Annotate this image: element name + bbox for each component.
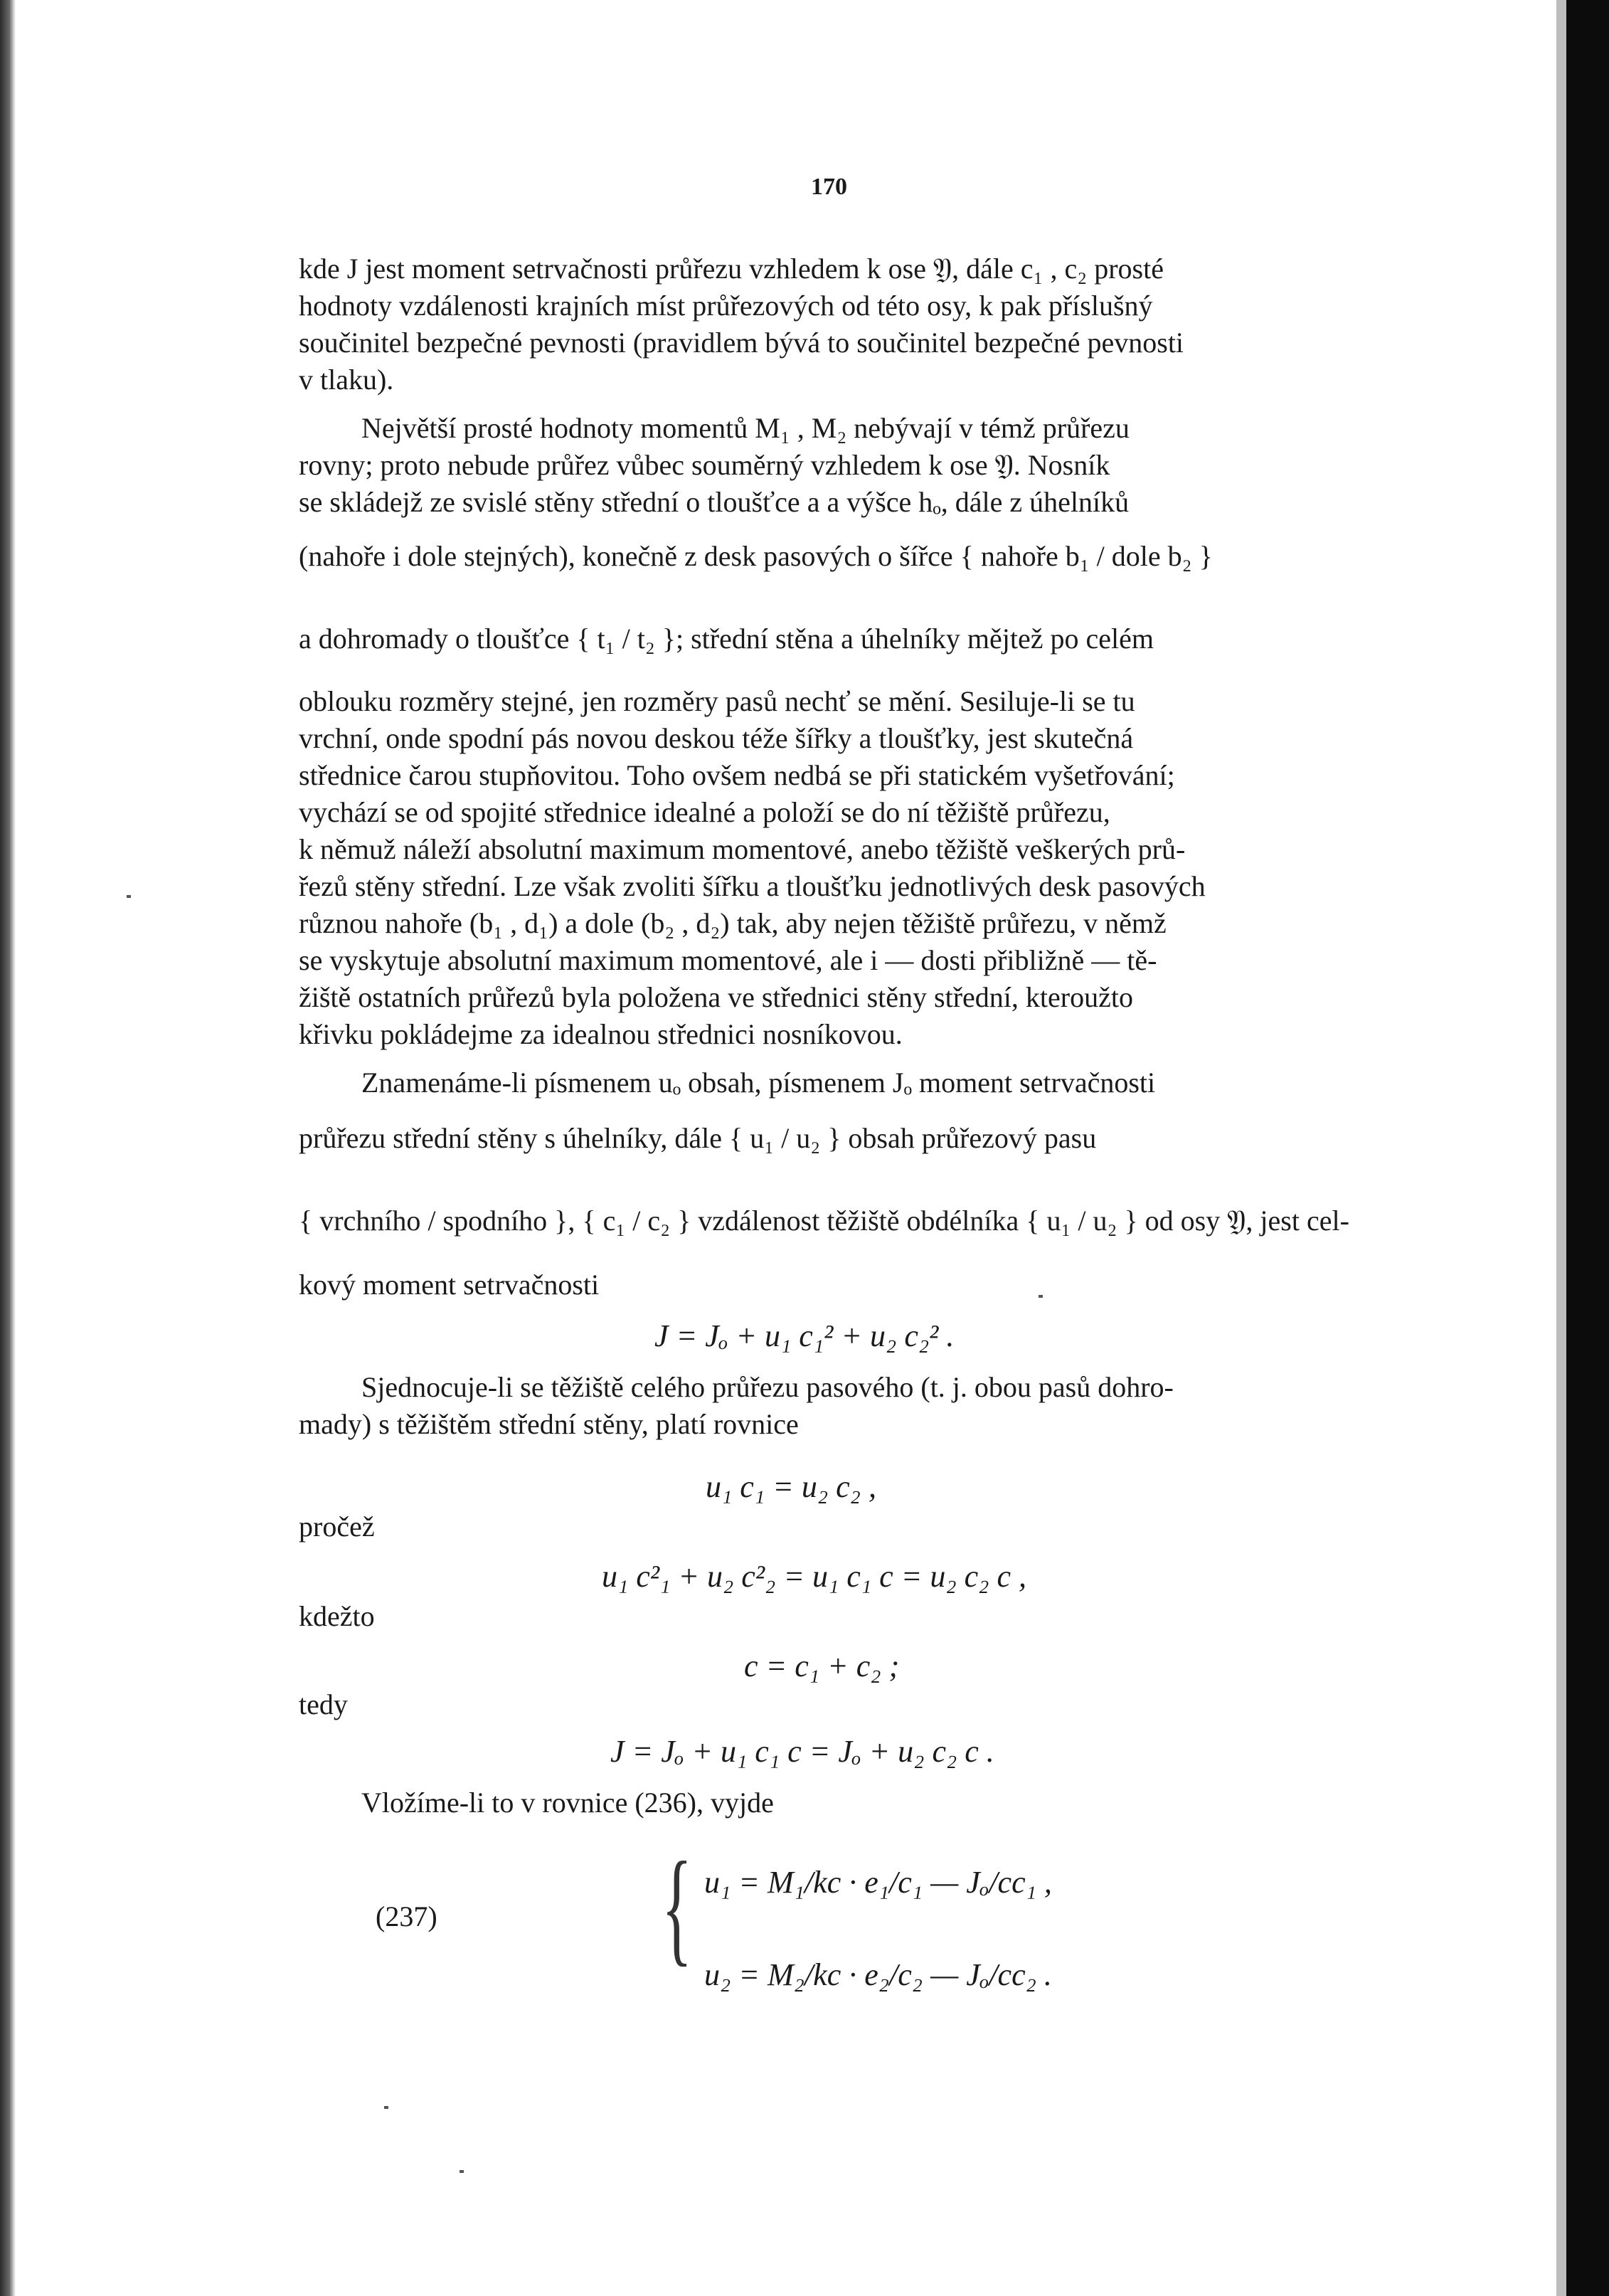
page-number: 170 [811, 174, 847, 200]
equation: u₁ c₁ = u₂ c₂ , [706, 1469, 876, 1504]
text-line: Znamenáme-li písmenem uₒ obsah, písmenem Jₒ moment setrvačnosti [361, 1067, 1156, 1099]
equation: J = Jₒ + u₁ c₁ c = Jₒ + u₂ c₂ c . [610, 1734, 994, 1769]
text-line: kový moment setrvačnosti [299, 1269, 600, 1301]
text-line: (nahoře i dole stejných), konečně z desk pasových o šířce { nahoře b₁ / dole b₂ } [299, 540, 1213, 572]
text-line: kde J jest moment setrvačnosti průřezu vzhledem k ose 𝔜, dále c₁ , c₂ prosté [299, 253, 1164, 285]
text-line: žiště ostatních průřezů byla položena ve střednici stěny střední, kteroužto [299, 981, 1133, 1013]
text-line: vrchní, onde spodní pás novou deskou téže šířky a tloušťky, jest skutečná [299, 722, 1134, 754]
text-line: a dohromady o tloušťce { t₁ / t₂ }; střední stěna a úhelníky mějtež po celém [299, 623, 1154, 655]
equation: u₁ = M₁/kc · e₁/c₁ — Jₒ/cc₁ , [704, 1865, 1052, 1900]
equation: c = c₁ + c₂ ; [744, 1649, 900, 1683]
text-line: mady) s těžištěm střední stěny, platí rovnice [299, 1408, 799, 1440]
text-line: v tlaku). [299, 364, 394, 396]
text-line: hodnoty vzdálenosti krajních míst průřezových od této osy, k pak příslušný [299, 290, 1153, 322]
equation: u₁ c²₁ + u₂ c²₂ = u₁ c₁ c = u₂ c₂ c , [602, 1559, 1027, 1594]
text-line: se skládejž ze svislé stěny střední o tloušťce a a výšce hₒ, dále z úhelníků [299, 486, 1130, 518]
equation-number: (237) [376, 1900, 437, 1932]
text-line: se vyskytuje absolutní maximum momentové, ale i — dosti přibližně — tě- [299, 944, 1157, 976]
text-line: Sjednocuje-li se těžiště celého průřezu pasového (t. j. obou pasů dohro- [361, 1371, 1174, 1403]
equation: u₂ = M₂/kc · e₂/c₂ — Jₒ/cc₂ . [704, 1957, 1052, 1992]
text-line: oblouku rozměry stejné, jen rozměry pasů nechť se mění. Sesiluje-li se tu [299, 685, 1135, 717]
system-brace-icon: { [662, 1836, 693, 1977]
text-line: vychází se od spojité střednice idealné a položí se do ní těžiště průřezu, [299, 796, 1110, 828]
text-line: průřezu střední stěny s úhelníky, dále { u₁ / u₂ } obsah průřezový pasu [299, 1122, 1097, 1154]
text-line: součinitel bezpečné pevnosti (pravidlem bývá to součinitel bezpečné pevnosti [299, 327, 1184, 359]
text-label: pročež [299, 1511, 375, 1543]
text-line: k němuž náleží absolutní maximum momentové, anebo těžiště veškerých prů- [299, 833, 1186, 865]
text-line: různou nahoře (b₁ , d₁) a dole (b₂ , d₂) tak, aby nejen těžiště průřezu, v němž [299, 907, 1167, 939]
text-line: řezů stěny střední. Lze však zvoliti šířku a tloušťku jednotlivých desk pasových [299, 870, 1206, 902]
text-line: křivku pokládejme za idealnou střednici nosníkovou. [299, 1018, 903, 1050]
text-line: { vrchního / spodního }, { c₁ / c₂ } vzdálenost těžiště obdélníka { u₁ / u₂ } od osy 𝔜, jest cel- [299, 1205, 1349, 1237]
text-label: kdežto [299, 1600, 375, 1632]
text-line: Největší prosté hodnoty momentů M₁ , M₂ nebývají v témž průřezu [361, 412, 1130, 444]
text-label: tedy [299, 1688, 348, 1720]
text-line: Vložíme-li to v rovnice (236), vyjde [361, 1787, 774, 1819]
text-line: rovny; proto nebude průřez vůbec souměrný vzhledem k ose 𝔜. Nosník [299, 449, 1110, 481]
equation: J = Jₒ + u₁ c₁² + u₂ c₂² . [654, 1318, 955, 1353]
text-line: střednice čarou stupňovitou. Toho ovšem nedbá se při statickém vyšetřování; [299, 759, 1175, 791]
